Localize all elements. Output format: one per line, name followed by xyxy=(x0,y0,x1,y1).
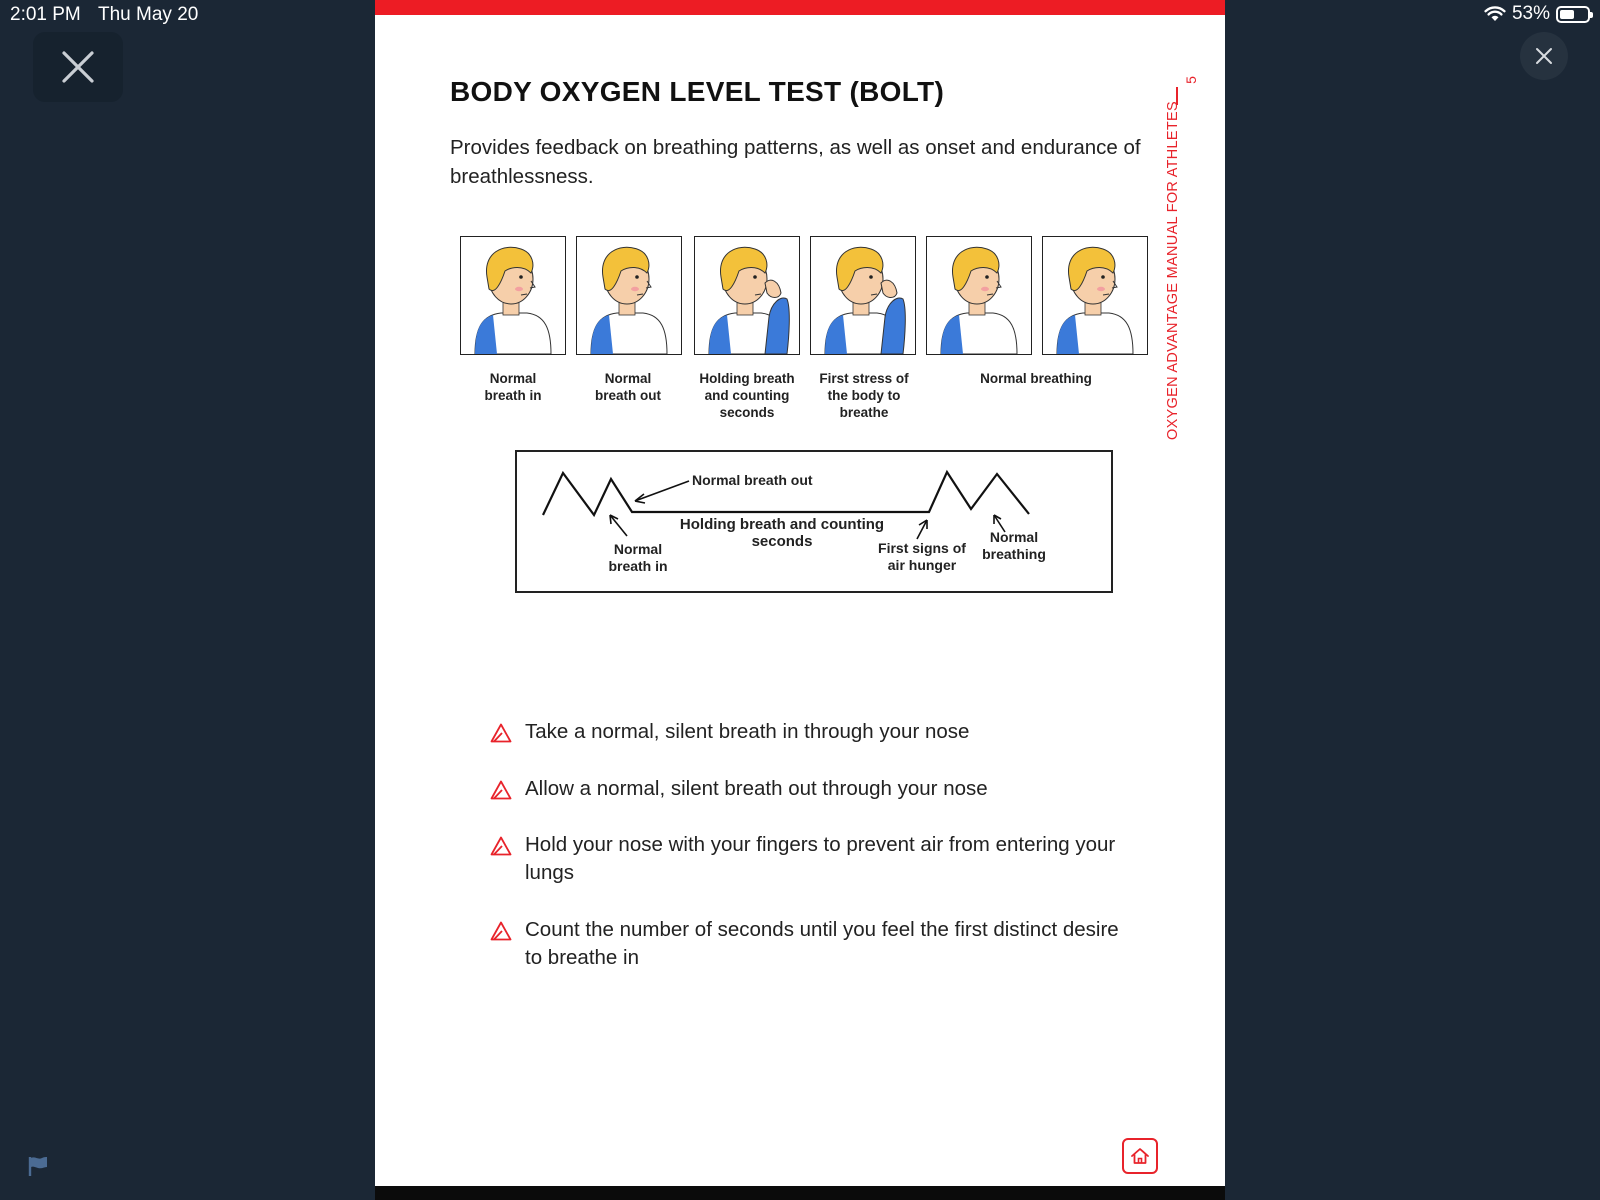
triangle-bullet-icon xyxy=(490,836,512,856)
step-text: Hold your nose with your fingers to prevent air from entering your lungs xyxy=(525,833,1116,884)
battery-icon xyxy=(1556,6,1590,23)
illustration-panel xyxy=(810,236,916,355)
label-normal-breath-in: Normal breath in xyxy=(608,541,668,574)
breathing-diagram xyxy=(515,450,1113,593)
intro-text: Provides feedback on breathing patterns, as well as onset and endurance of breathlessness. xyxy=(450,136,1141,188)
illustration-panel xyxy=(460,236,566,355)
page-number: 5 xyxy=(1182,76,1199,84)
page-top-bar xyxy=(375,0,1225,15)
battery-percent: 53% xyxy=(1511,3,1550,24)
home-icon xyxy=(1130,1146,1150,1166)
triangle-bullet-icon xyxy=(490,723,512,743)
step-text: Count the number of seconds until you feel the first distinct desire to breathe in xyxy=(525,918,1119,969)
close-icon xyxy=(1535,47,1553,65)
flag-icon xyxy=(27,1155,49,1177)
document-page[interactable] xyxy=(375,0,1225,1200)
status-time: 2:01 PM xyxy=(10,4,81,25)
caption-normal-breath-out: Normal breath out xyxy=(595,371,661,403)
side-label: OXYGEN ADVANTAGE MANUAL FOR ATHLETES xyxy=(1165,101,1181,440)
status-indicators xyxy=(1484,3,1590,25)
page-bottom-bar xyxy=(375,1186,1225,1200)
flag-button[interactable] xyxy=(27,1155,49,1182)
triangle-bullet-icon xyxy=(490,780,512,800)
status-date: Thu May 20 xyxy=(98,4,199,25)
dismiss-button[interactable] xyxy=(1520,32,1568,80)
illustration-panel xyxy=(576,236,682,355)
caption-first-stress: First stress of the body to breathe xyxy=(819,371,909,420)
illustration-panel xyxy=(1042,236,1148,355)
caption-normal-breathing: Normal breathing xyxy=(980,371,1092,386)
illustration-panel xyxy=(926,236,1032,355)
close-icon xyxy=(61,50,95,84)
caption-holding-breath: Holding breath and counting seconds xyxy=(699,371,795,420)
step-text: Take a normal, silent breath in through your nose xyxy=(525,720,970,743)
label-first-signs: First signs of air hunger xyxy=(878,540,966,573)
step-text: Allow a normal, silent breath out through your nose xyxy=(525,777,988,800)
page-title: BODY OXYGEN LEVEL TEST (BOLT) xyxy=(450,76,945,107)
wifi-icon xyxy=(1484,6,1506,22)
illustration-panel xyxy=(694,236,800,355)
close-button[interactable] xyxy=(33,32,123,102)
label-normal-breathing: Normal breathing xyxy=(982,529,1046,562)
label-holding-breath: Holding breath and counting seconds xyxy=(679,516,885,550)
home-button[interactable] xyxy=(1122,1138,1158,1174)
caption-normal-breath-in: Normal breath in xyxy=(484,371,542,403)
triangle-bullet-icon xyxy=(490,921,512,941)
label-normal-breath-out: Normal breath out xyxy=(692,472,813,488)
